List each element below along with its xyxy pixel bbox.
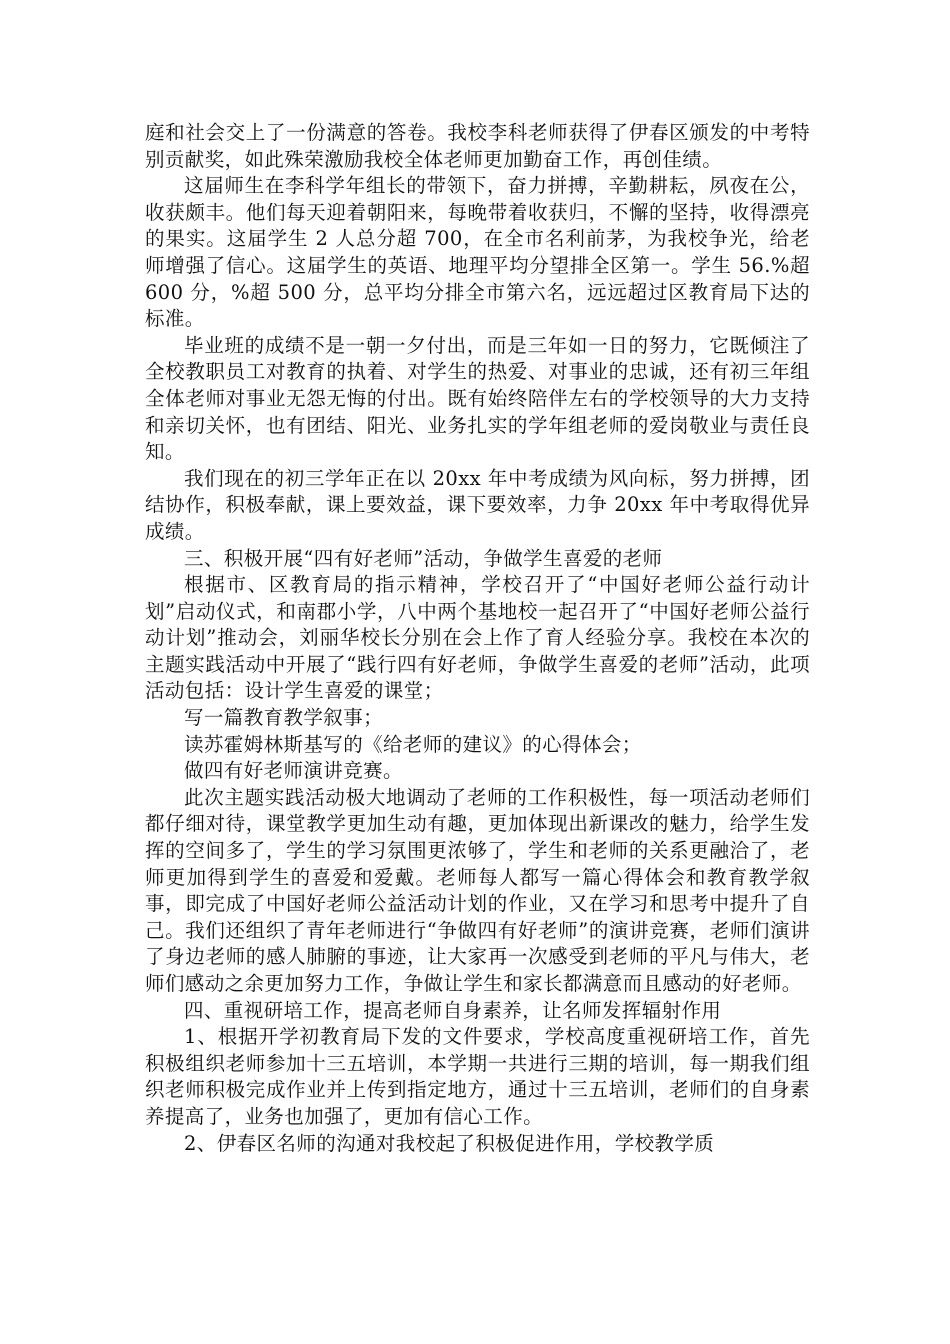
paragraph-answer-sheet: 庭和社会交上了一份满意的答卷。我校李科老师获得了伊春区颁发的中考特别贡献奖，如此殊荣激励我校全体老师更加勤奋工作，再创佳绩。 bbox=[145, 121, 810, 171]
list-item-speech-contest: 做四有好老师演讲竞赛。 bbox=[184, 759, 403, 783]
paragraph-training-one: 1、根据开学初教育局下发的文件要求，学校高度重视研培工作，首先积极组织老师参加十三五培训，本学期一共进行三期的培训，每一期我们组织老师积极完成作业并上传到指定地方，通过十三五培训，老师们的自身素养提高了，业务也加强了，更加有信心工作。 bbox=[145, 1025, 810, 1128]
paragraph-activity-results: 此次主题实践活动极大地调动了老师的工作积极性，每一项活动老师们都仔细对待，课堂教学更加生动有趣，更加体现出新课改的魅力，给学生发挥的空间多了，学生的学习氛围更浓够了，学生和老师的关系更融洽了，老师更加得到学生的喜爱和爱戴。老师每人都写一篇心得体会和教育教学叙事，即完成了中国好老师公益活动计划的作业，又在学习和思考中提升了自己。我们还组织了青年老师进行“争做四有好老师”的演讲竞赛，老师们演讲了身边老师的感人肺腑的事迹，让大家再一次感受到老师的平凡与伟大，老师们感动之余更加努力工作，争做让学生和家长都满意而且感动的好老师。 bbox=[145, 785, 810, 995]
list-item-reading-reflection: 读苏霍姆林斯基写的《给老师的建议》的心得体会； bbox=[184, 732, 642, 756]
list-item-teaching-narrative: 写一篇教育教学叙事； bbox=[184, 706, 384, 730]
paragraph-training-two: 2、伊春区名师的沟通对我校起了积极促进作用，学校教学质 bbox=[184, 1131, 715, 1155]
paragraph-current-class-goal: 我们现在的初三学年正在以 20xx 年中考成绩为风向标，努力拼搏，团结协作，积极奉献，课上要效益，课下要效率，力争 20xx 年中考取得优异成绩。 bbox=[145, 466, 810, 543]
paragraph-activity-launch: 根据市、区教育局的指示精神，学校召开了“中国好老师公益行动计划”启动仪式，和南郡小学，八中两个基地校一起召开了“中国好老师公益行动计划”推动会，刘丽华校长分别在会上作了育人经验分享。我校在本次的主题实践活动中开展了“践行四有好老师，争做学生喜爱的老师”活动，此项活动包括：设计学生喜爱的课堂； bbox=[145, 573, 810, 703]
paragraph-class-achievement: 这届师生在李科学年组长的带领下，奋力拼搏，辛勤耕耘，夙夜在公，收获颇丰。他们每天迎着朝阳来，每晚带着收获归，不懈的坚持，收得漂亮的果实。这届学生 2 人总分超 700，在全市名利前茅，为我校争光，给老师增强了信心。这届学生的英语、地理平均分望排全区第一。学生 56.%超 600 分，%超 500 分，总平均分排全市第六名，远远超过区教育局下达的标准。 bbox=[145, 174, 810, 331]
section-heading-three: 三、积极开展“四有好老师”活动，争做学生喜爱的老师 bbox=[184, 546, 663, 570]
section-heading-four: 四、重视研培工作，提高老师自身素养，让名师发挥辐射作用 bbox=[184, 998, 722, 1022]
document-body bbox=[145, 120, 810, 1157]
paragraph-graduation-effort: 毕业班的成绩不是一朝一夕付出，而是三年如一日的努力，它既倾注了全校教职员工对教育的执着、对学生的热爱、对事业的忠诚，还有初三年组全体老师对事业无怨无悔的付出。既有始终陪伴左右的学校领导的大力支持和亲切关怀，也有团结、阳光、业务扎实的学年组老师的爱岗敬业与责任良知。 bbox=[145, 333, 810, 464]
